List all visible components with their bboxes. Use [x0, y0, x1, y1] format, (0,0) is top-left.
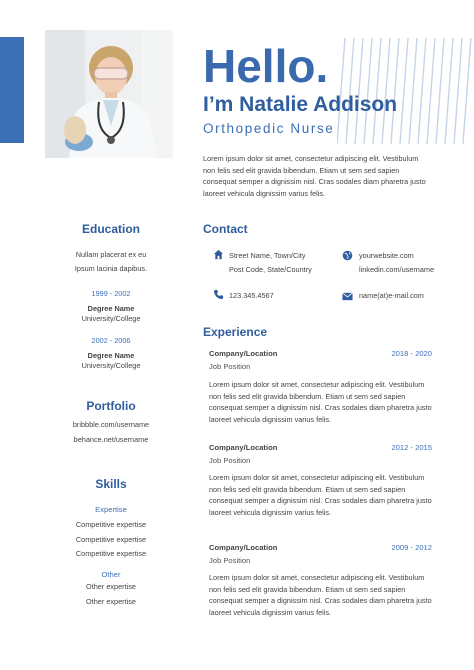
portfolio-link-dribbble[interactable]: bribbble.com/username [72, 420, 150, 429]
job-position: Job Position [209, 556, 251, 565]
home-icon [213, 249, 224, 260]
company-location: Company/Location [209, 443, 278, 452]
address-line1: Street Name, Town/City [229, 251, 306, 260]
phone-icon [213, 289, 224, 300]
school-name: University/College [81, 314, 141, 323]
job-dates: 2009 - 2012 [391, 543, 432, 552]
other-label: Other [101, 570, 121, 579]
job-dates: 2012 - 2015 [391, 443, 432, 452]
website-link[interactable]: yourwebsite.com [359, 251, 414, 260]
skill-item: Competitive expertise [75, 549, 147, 558]
skill-item: Competitive expertise [75, 520, 147, 529]
school-name: University/College [81, 361, 141, 370]
job-description: Lorem ipsum dolor sit amet, consectetur adipiscing elit. Vestibulum non felis sed elit gravida bibendum. Etiam ut sem sed sapien consequat semper a dignissim nisl. Cras sodales diam pharetra justo laoreet vehicula dignissim varius felis. [209, 473, 432, 517]
company-location: Company/Location [209, 543, 278, 552]
hello-heading: Hello. [203, 40, 329, 92]
job-description: Lorem ipsum dolor sit amet, consectetur adipiscing elit. Vestibulum non felis sed elit gravida bibendum. Etiam ut sem sed sapien consequat semper a dignissim nisl. Cras sodales diam pharetra justo laoreet vehicula dignissim varius felis. [209, 573, 432, 617]
linkedin-link[interactable]: linkedin.com/username [359, 265, 435, 274]
profile-photo [45, 30, 173, 158]
contact-heading: Contact [203, 222, 248, 236]
address-line2: Post Code, State/Country [229, 265, 312, 274]
email-address[interactable]: name(at)e-mail.com [359, 291, 424, 300]
decorative-stripes [337, 38, 474, 144]
other-skill-item: Other expertise [86, 597, 136, 606]
education-years: 1999 - 2002 [91, 289, 131, 298]
job-position: Job Position [209, 362, 251, 371]
job-position: Job Position [209, 456, 251, 465]
portfolio-link-behance[interactable]: behance.net/username [73, 435, 149, 444]
other-skill-item: Other expertise [86, 582, 136, 591]
expertise-label: Expertise [95, 505, 127, 514]
globe-icon [342, 250, 353, 261]
skill-item: Competitive expertise [75, 535, 147, 544]
experience-heading: Experience [203, 325, 268, 339]
education-desc-line2: Ipsum lacinia dapibus. [74, 264, 148, 273]
phone-number: 123.345.4567 [229, 291, 274, 300]
portfolio-heading: Portfolio [86, 399, 136, 413]
job-title: Orthopedic Nurse [203, 121, 335, 136]
education-heading: Education [81, 222, 140, 236]
company-location: Company/Location [209, 349, 278, 358]
email-icon [342, 291, 353, 302]
intro-paragraph: Lorem ipsum dolor sit amet, consectetur adipiscing elit. Vestibulum non felis sed elit gravida bibendum. Etiam ut sem sed sapien consequat semper a dignissim nisl. Cras sodales diam pharetra justo laoreet vehicula dignissim varius felis. [203, 154, 426, 198]
education-desc-line1: Nullam placerat ex eu [75, 250, 147, 259]
person-name: I’m Natalie Addison [203, 93, 398, 116]
education-years: 2002 - 2006 [91, 336, 131, 345]
job-dates: 2018 - 2020 [391, 349, 432, 358]
accent-bar [0, 37, 24, 143]
degree-name: Degree Name [87, 304, 135, 313]
degree-name: Degree Name [87, 351, 135, 360]
job-description: Lorem ipsum dolor sit amet, consectetur adipiscing elit. Vestibulum non felis sed elit gravida bibendum. Etiam ut sem sed sapien consequat semper a dignissim nisl. Cras sodales diam pharetra justo laoreet vehicula dignissim varius felis. [209, 380, 432, 424]
skills-heading: Skills [95, 477, 127, 491]
